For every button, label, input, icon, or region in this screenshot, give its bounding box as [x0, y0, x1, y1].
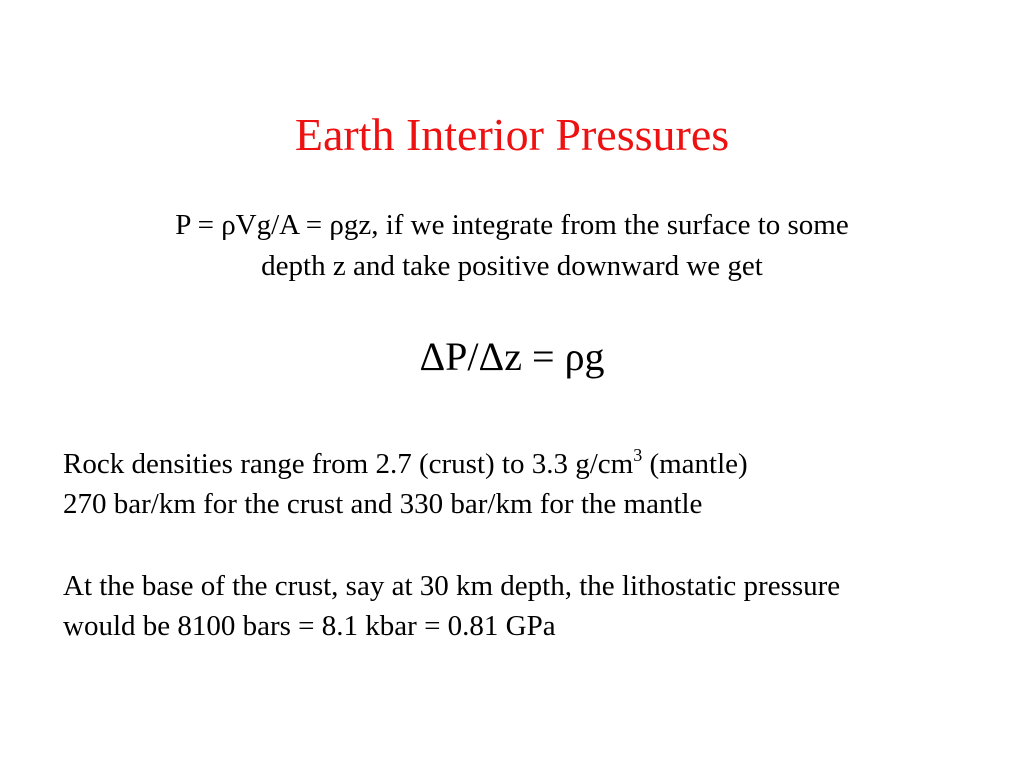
intro-line-2: depth z and take positive downward we get	[261, 250, 763, 282]
gradient-line: 270 bar/km for the crust and 330 bar/km for the mantle	[63, 488, 703, 520]
density-paragraph	[63, 444, 1003, 524]
cubic-exponent: 3	[633, 445, 643, 465]
pressure-gradient-equation	[0, 332, 1024, 382]
density-line	[63, 444, 1003, 484]
crust-base-line-1: At the base of the crust, say at 30 km depth, the lithostatic pressure	[63, 570, 841, 602]
intro-text	[0, 205, 1024, 287]
density-line-start: Rock densities range from 2.7 (crust) to 3.3 g/cm	[63, 448, 634, 480]
equation-text: ΔP/Δz = ρg	[419, 334, 605, 379]
crust-base-paragraph	[63, 566, 1003, 646]
intro-line-1: P = ρVg/A = ρgz, if we integrate from the surface to some	[175, 209, 849, 241]
density-line-end: (mantle)	[642, 448, 748, 480]
slide-title: Earth Interior Pressures	[294, 109, 730, 160]
crust-base-line-2: would be 8100 bars = 8.1 kbar = 0.81 GPa	[63, 610, 556, 642]
